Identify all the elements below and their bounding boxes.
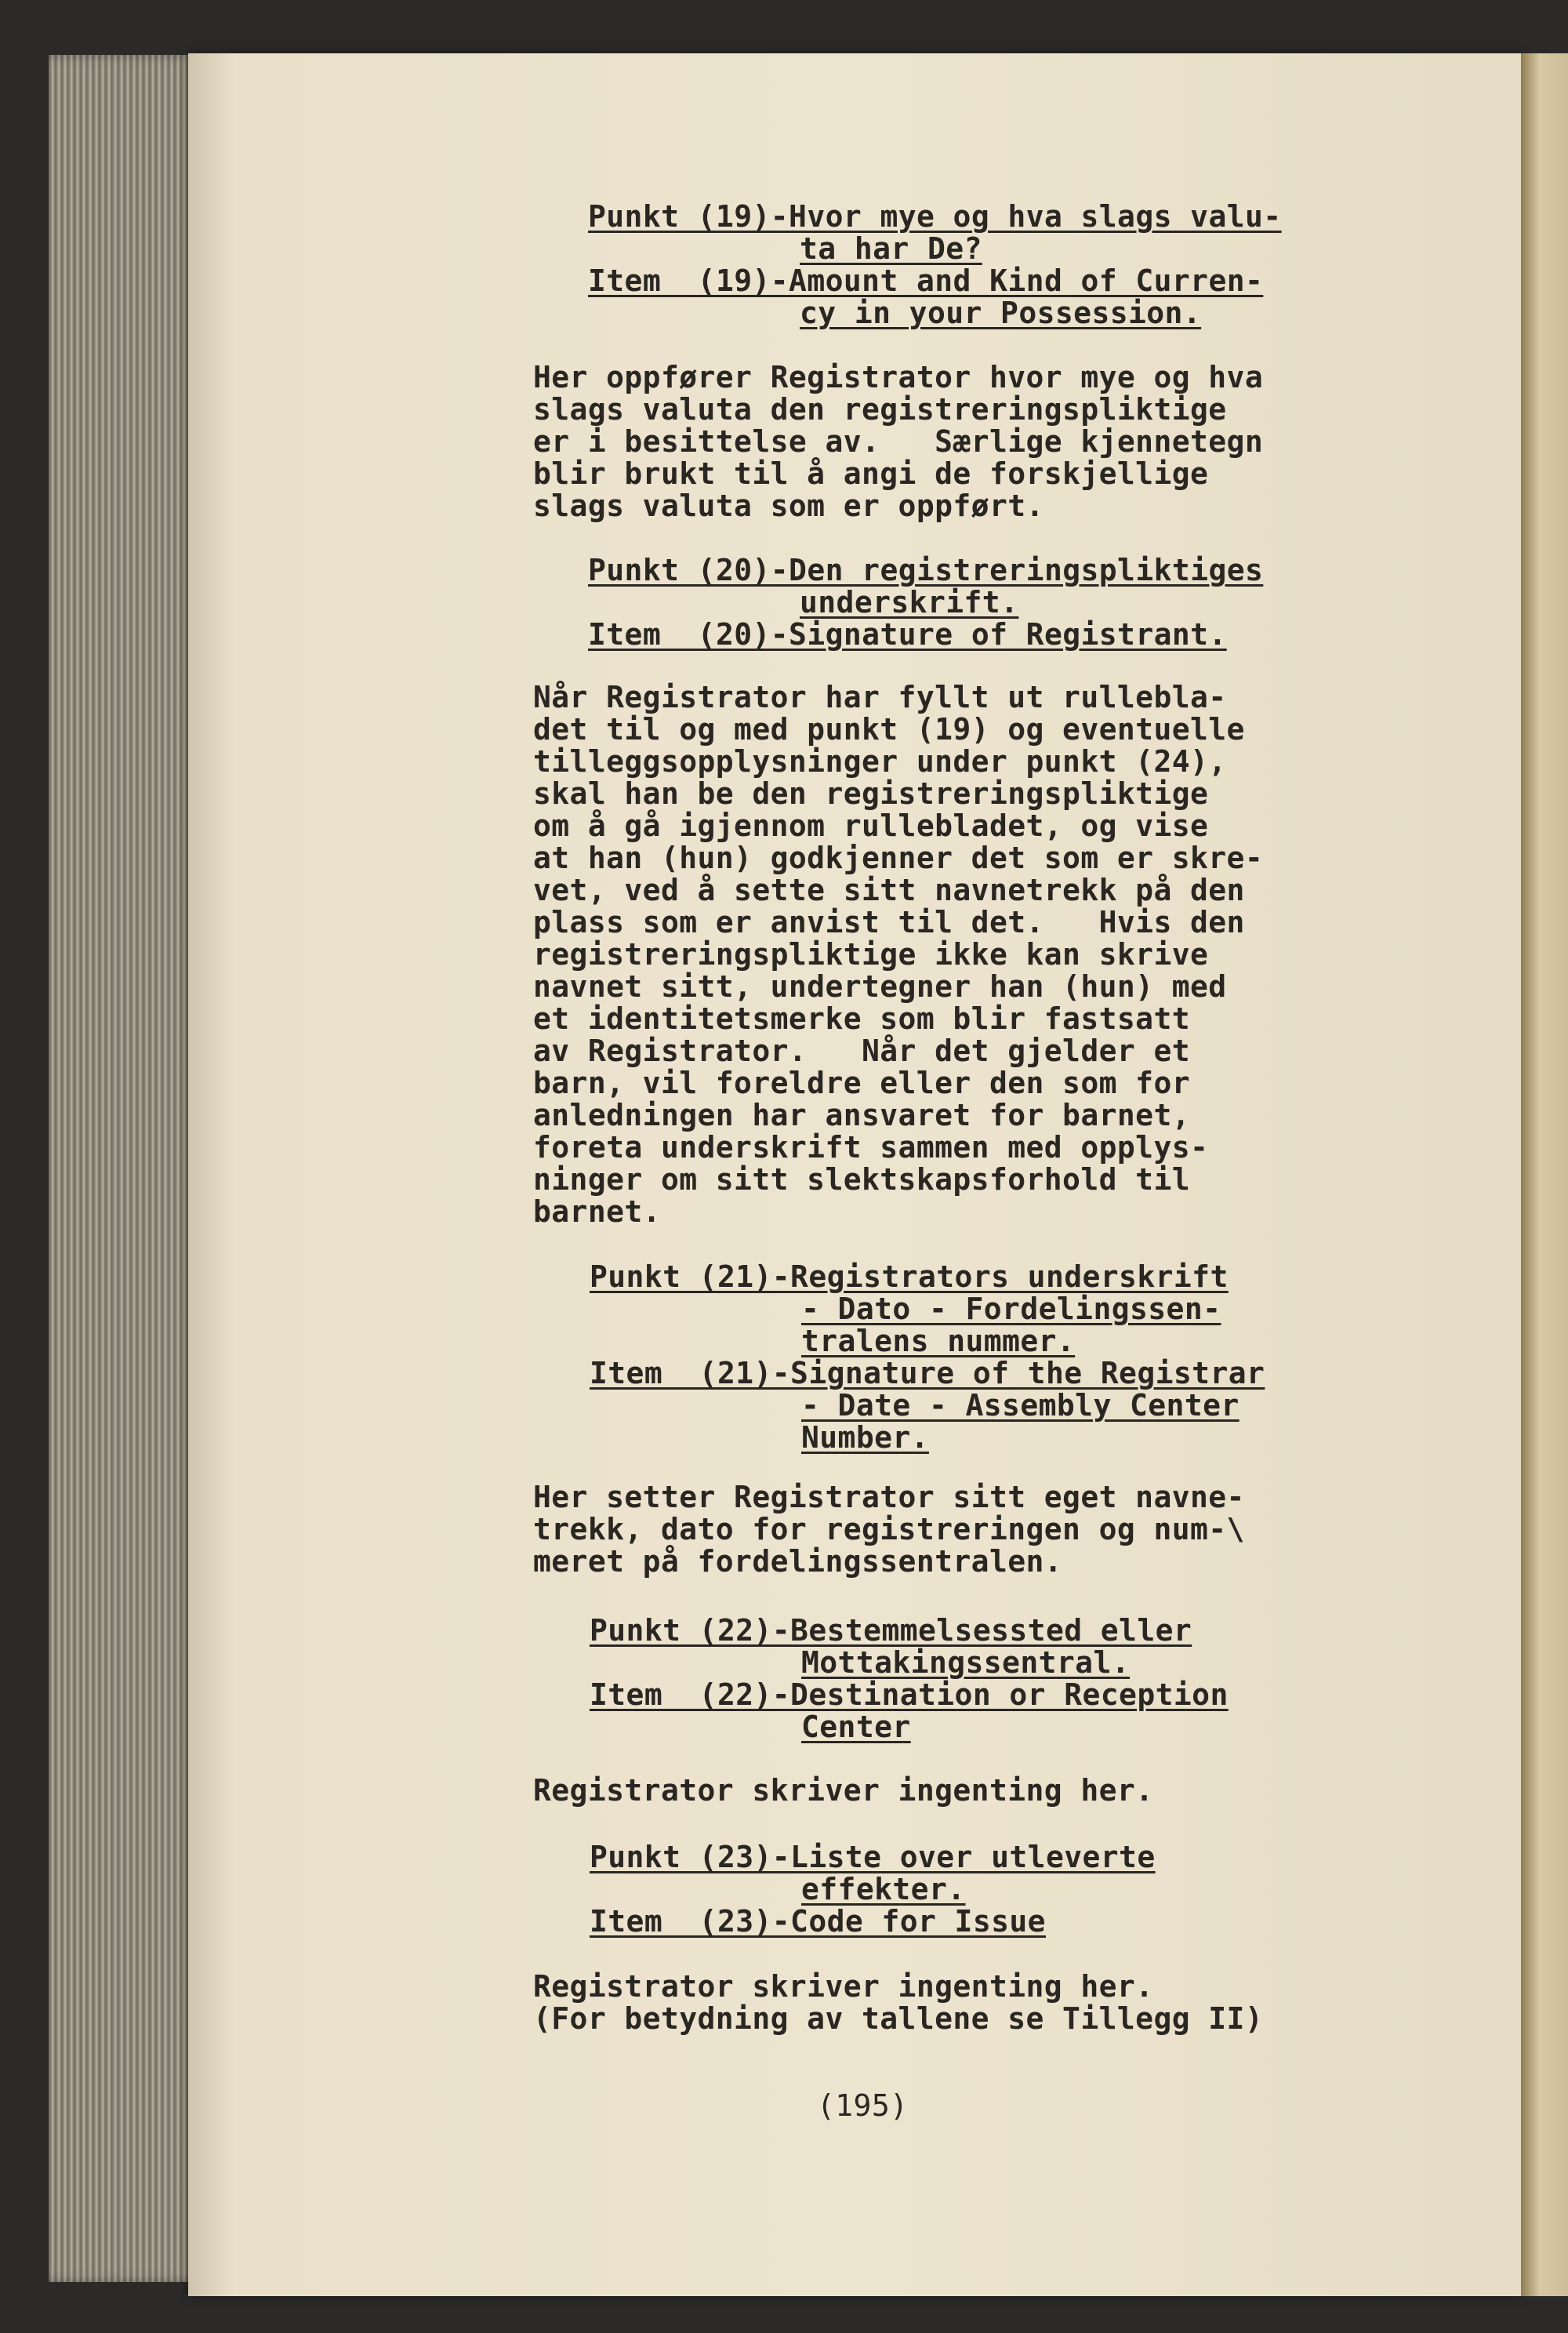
section-20-heading-line: Punkt (20)-Den registreringspliktiges: [588, 553, 1264, 587]
section-21-body-line: trekk, dato for registreringen og num-\: [533, 1512, 1245, 1546]
section-19-body-line: blir brukt til å angi de forskjellige: [533, 456, 1209, 491]
section-20-body-line: at han (hun) godkjenner det som er skre-: [533, 841, 1264, 875]
section-19-body-line: slags valuta som er oppført.: [533, 489, 1044, 523]
section-19-heading-line: cy in your Possession.: [800, 296, 1202, 330]
section-22-heading-line: Mottakingssentral.: [801, 1645, 1131, 1680]
section-22-heading-line: Center: [801, 1710, 911, 1744]
section-21-body-line: Her setter Registrator sitt eget navne-: [533, 1480, 1245, 1514]
section-23-heading-line: effekter.: [801, 1872, 966, 1906]
section-20-body-line: barnet.: [533, 1194, 661, 1229]
section-21-body-line: meret på fordelingssentralen.: [533, 1544, 1063, 1579]
section-23-body-line: Registrator skriver ingenting her.: [533, 1969, 1154, 2004]
section-20-body-line: ninger om sitt slektskapsforhold til: [533, 1162, 1191, 1197]
section-20-body-line: registreringspliktige ikke kan skrive: [533, 937, 1209, 972]
section-20-body-line: av Registrator. Når det gjelder et: [533, 1034, 1191, 1068]
section-20-body-line: vet, ved å sette sitt navnetrekk på den: [533, 873, 1245, 907]
section-19-heading-line: Punkt (19)-Hvor mye og hva slags valu-: [588, 199, 1282, 234]
section-20-body-line: navnet sitt, undertegner han (hun) med: [533, 969, 1227, 1004]
section-20-heading-line: Item (20)-Signature of Registrant.: [588, 617, 1227, 652]
section-19-body-line: Her oppfører Registrator hvor mye og hva: [533, 360, 1264, 394]
section-20-body-line: det til og med punkt (19) og eventuelle: [533, 712, 1245, 747]
section-20-body-line: anledningen har ansvaret for barnet,: [533, 1098, 1191, 1132]
section-20-heading-line: underskrift.: [800, 585, 1019, 620]
section-21-heading-line: Item (21)-Signature of the Registrar: [590, 1356, 1265, 1390]
section-21-heading-line: Number.: [801, 1420, 929, 1455]
section-21-heading-line: - Dato - Fordelingssen-: [801, 1292, 1221, 1326]
section-20-body-line: foreta underskrift sammen med opplys-: [533, 1130, 1209, 1165]
section-19-body-line: slags valuta den registreringspliktige: [533, 392, 1227, 427]
section-20-body-line: skal han be den registreringspliktige: [533, 776, 1209, 811]
section-20-body-line: et identitetsmerke som blir fastsatt: [533, 1001, 1191, 1036]
section-20-body-line: Når Registrator har fyllt ut rullebla-: [533, 680, 1227, 714]
section-20-body-line: barn, vil foreldre eller den som for: [533, 1066, 1191, 1100]
section-20-body-line: plass som er anvist til det. Hvis den: [533, 905, 1245, 939]
section-20-body-line: tilleggsopplysninger under punkt (24),: [533, 744, 1227, 779]
section-23-heading-line: Punkt (23)-Liste over utleverte: [590, 1840, 1156, 1874]
section-19-heading-line: Item (19)-Amount and Kind of Curren-: [588, 263, 1264, 298]
facing-page-edge: [1521, 53, 1568, 2296]
section-23-body-line: (For betydning av tallene se Tillegg II): [533, 2001, 1264, 2036]
section-22-body-line: Registrator skriver ingenting her.: [533, 1773, 1154, 1808]
section-20-body-line: om å gå igjennom rullebladet, og vise: [533, 809, 1209, 843]
book-page-edges: [49, 55, 198, 2282]
section-21-heading-line: tralens nummer.: [801, 1324, 1076, 1358]
page-number: (195): [817, 2088, 909, 2123]
section-19-heading-line: ta har De?: [800, 231, 982, 266]
section-19-body-line: er i besittelse av. Særlige kjennetegn: [533, 424, 1264, 459]
section-22-heading-line: Item (22)-Destination or Reception: [590, 1677, 1229, 1712]
section-22-heading-line: Punkt (22)-Bestemmelsessted eller: [590, 1613, 1192, 1648]
section-21-heading-line: Punkt (21)-Registrators underskrift: [590, 1259, 1229, 1294]
section-21-heading-line: - Date - Assembly Center: [801, 1388, 1240, 1423]
section-23-heading-line: Item (23)-Code for Issue: [590, 1904, 1046, 1939]
